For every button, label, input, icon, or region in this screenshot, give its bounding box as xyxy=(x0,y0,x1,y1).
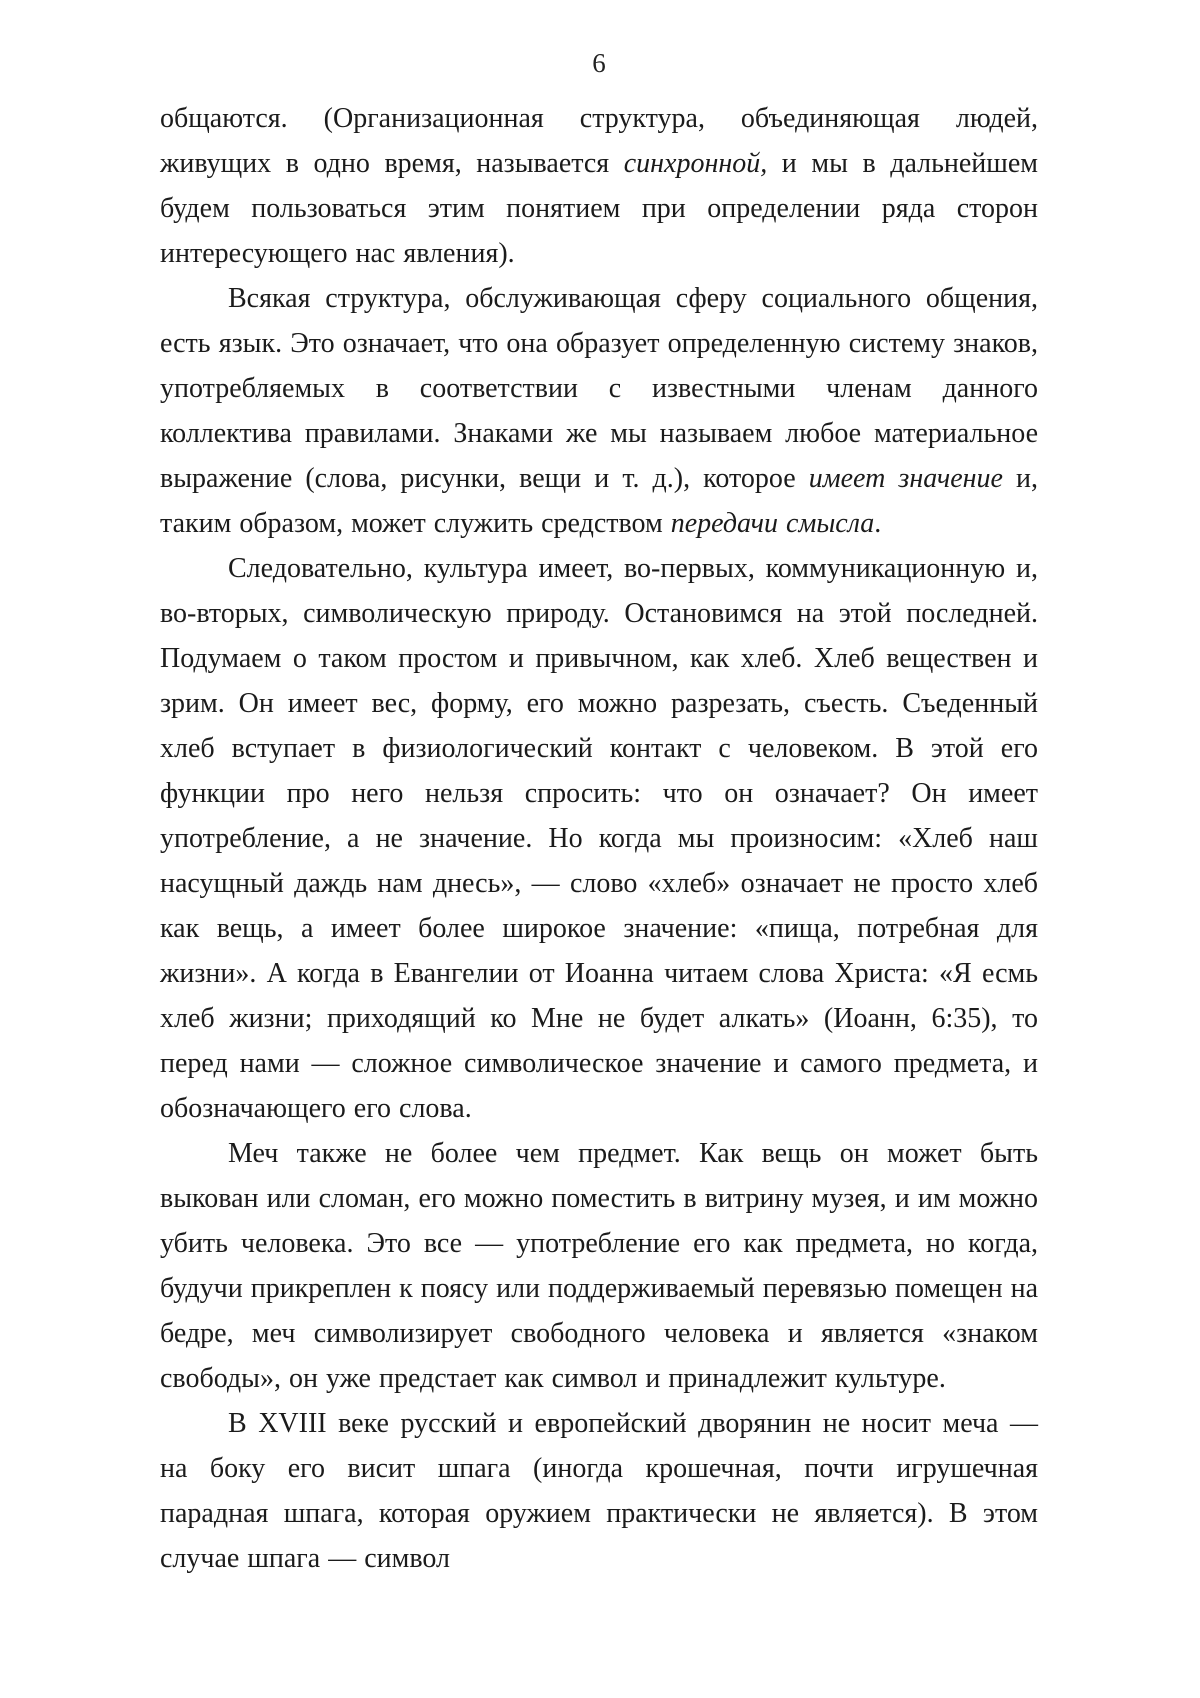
paragraph-1-segment-1: общаются. (Организационная структура, объединяющая людей, живущих в одно время, называется xyxy=(160,103,1038,179)
paragraph-2-segment-1: Всякая структура, обслуживающая сферу социального общения, есть язык. Это означает, что она образует определенную систему знаков, употребляемых в соответствии с известными членам данного коллектива правилами. Знаками же мы называем любое материальное выражение (слова, рисунки, вещи и т. д.), которое xyxy=(160,283,1038,494)
page-number: 6 xyxy=(592,48,606,78)
paragraph-1-segment-3: и мы в дальнейшем будем пользоваться этим понятием при определении ряда сторон интересующего нас явления). xyxy=(160,148,1038,269)
paragraph-3-segment-1: Следовательно, культура имеет, во-первых, коммуникационную и, во-вторых, символическую природу. Остановимся на этой последней. Подумаем о таком простом и привычном, как хлеб. Хлеб веществен и зрим. Он имеет вес, форму, его можно разрезать, съесть. Съеденный хлеб вступает в физиологический контакт с человеком. В этой его функции про него нельзя спросить: что он означает? Он имеет употребление, а не значение. Но когда мы произносим: «Хлеб наш насущный даждь нам днесь», — слово «хлеб» означает не просто хлеб как вещь, а имеет более широкое значение: «пища, потребная для жизни». А когда в Евангелии от Иоанна читаем слова Христа: «Я есмь хлеб жизни; приходящий ко Мне не будет алкать» (Иоанн, 6:35), то перед нами — сложное символическое значение и самого предмета, и обозначающего его слова. xyxy=(160,553,1038,1124)
paragraph-2-segment-3: и, таким образом, может служить средством xyxy=(160,463,1039,539)
paragraph-1 xyxy=(160,96,1038,276)
text-block xyxy=(160,96,1038,1581)
paragraph-4-segment-1: Меч также не более чем предмет. Как вещь он может быть выкован или сломан, его можно поместить в витрину музея, и им можно убить человека. Это все — употребление его как предмета, но когда, будучи прикреплен к поясу или поддерживаемый перевязью помещен на бедре, меч символизирует свободного человека и является «знаком свободы», он уже предстает как символ и принадлежит культуре. xyxy=(160,1138,1038,1394)
paragraph-2 xyxy=(160,276,1038,546)
paragraph-2-segment-2-italic: имеет значение xyxy=(808,463,1003,494)
paragraph-2-segment-5: . xyxy=(874,508,882,539)
paragraph-5 xyxy=(160,1401,1038,1581)
paragraph-3 xyxy=(160,546,1038,1131)
paragraph-4 xyxy=(160,1131,1038,1401)
paragraph-1-segment-2-italic: синхронной, xyxy=(623,148,768,179)
paragraph-2-segment-4-italic: передачи смысла xyxy=(670,508,875,539)
paragraph-5-segment-1: В XVIII веке русский и европейский дворянин не носит меча — на боку его висит шпага (иногда крошечная, почти игрушечная парадная шпага, которая оружием практически не является). В этом случае шпага — символ xyxy=(160,1408,1038,1574)
